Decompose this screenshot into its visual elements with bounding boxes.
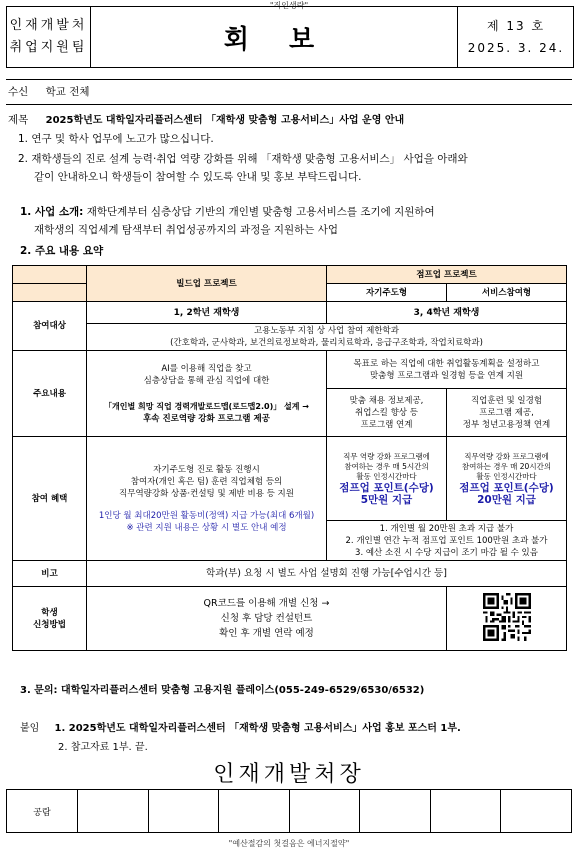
document-title: 회보: [223, 24, 355, 55]
benefit-build-5: ※ 관련 지원 내용은 상황 시 별도 안내 예정: [126, 522, 287, 533]
body-p2b: 같이 안내하오니 학생들이 참여할 수 있도록 안내 및 홍보 부탁드립니다.: [34, 171, 362, 183]
benefit-notes: [327, 521, 567, 561]
content-svc-1: 직업훈련 및 일경험: [470, 395, 543, 406]
signatory-title: 인재개발처장: [213, 762, 365, 787]
content-self: [327, 389, 447, 437]
apply-label-1: 학생: [41, 607, 58, 618]
target-note-2: (간호학과, 군사학과, 보건의료정보학과, 물리치료학과, 응급구조학과, 작업치료학과): [170, 338, 483, 348]
jump-self-header: 자기주도형: [327, 284, 447, 302]
benefit-build-4: 1인당 월 최대20만원 활동비(정액) 지급 가능(최대 6개월): [98, 510, 315, 521]
circulation-box-4: [289, 790, 360, 833]
issue-number: 제 13 호: [486, 19, 546, 33]
benefit-self-2: 참여하는 경우 매 5시간의: [344, 461, 429, 471]
benefit-build-1: 자기주도형 진로 활동 진행시: [153, 464, 260, 475]
build-up-header: 빌드업 프로젝트: [87, 266, 327, 302]
apply-method: [87, 587, 447, 651]
subject-row: [8, 111, 404, 127]
benefit-self: [327, 437, 447, 521]
content-jump-1: 목표로 하는 직업에 대한 취업활동계획을 설정하고: [353, 358, 540, 369]
qr-cell: [447, 587, 567, 651]
attachment-1-text: 1. 2025학년도 대학일자리플러스센터 「재학생 맞춤형 고용서비스」사업 홍보 포스터 1부.: [54, 723, 461, 734]
benefit-build-3: 직무역량강화 상품·컨설팅 및 제반 비용 등 지원: [119, 488, 294, 499]
content-jump-2: 맞춤형 프로그램과 일경험 등을 연계 지원: [369, 370, 524, 381]
circulation-box-7: [501, 790, 572, 833]
subject-text: 2025학년도 대학일자리플러스센터 「재학생 맞춤형 고용서비스」사업 운영 안내: [45, 115, 405, 126]
jump-service-header: 서비스참여형: [447, 284, 567, 302]
recipient-row: [8, 84, 90, 99]
content-svc-3: 정부 청년고용정책 연계: [462, 419, 551, 430]
benefit-note-2: 2. 개인별 연간 누적 점프업 포인트 100만원 초과 불가: [345, 535, 548, 546]
benefit-svc-4: 점프업 포인트(수당): [459, 481, 554, 494]
benefit-svc-3: 활동 인정시간마다: [476, 471, 537, 481]
attachment-2: 2. 참고자료 1부. 끝.: [58, 742, 148, 753]
benefit-note-1: 1. 개인별 월 20만원 초과 지급 불가: [379, 523, 514, 534]
apply-label-2: 신청방법: [33, 619, 66, 630]
section-1: [20, 204, 435, 219]
benefit-self-4: 점프업 포인트(수당): [339, 481, 434, 494]
content-self-3: 프로그램 연계: [360, 419, 413, 430]
summary-table: [12, 265, 567, 651]
bottom-slogan: "예산절감의 첫걸음은 에너지절약": [228, 839, 350, 848]
section-2: 2. 주요 내용 요약: [20, 245, 104, 257]
circulation-box-1: [78, 790, 149, 833]
benefit-note-3: 3. 예산 소진 시 수당 지급이 조기 마감 될 수 있음: [355, 547, 538, 558]
section-1-label: 1. 사업 소개:: [20, 206, 84, 218]
apply-label: [13, 587, 87, 651]
org-line-1: 인재개발처: [9, 18, 88, 33]
circulation-box-3: [219, 790, 290, 833]
org-line-2: 취업지원팀: [9, 40, 88, 55]
qr-code-icon[interactable]: [481, 593, 533, 641]
issuing-office: [7, 7, 91, 67]
contact-info: 3. 문의: 대학일자리플러스센터 맞춤형 고용지원 플레이스(055-249-6529/6530/6532): [20, 685, 425, 696]
attachment-1: [20, 719, 461, 734]
content-jump: [327, 351, 567, 389]
benefit-svc-2: 참여하는 경우 매 20시간의: [461, 461, 552, 471]
content-svc-2: 프로그램 제공,: [479, 407, 534, 418]
top-slogan: "직인생략": [269, 1, 309, 10]
subject-label: 제목: [8, 114, 29, 126]
content-service: [447, 389, 567, 437]
jump-up-header: 점프업 프로젝트: [327, 266, 567, 284]
circulation-table: [6, 789, 572, 833]
content-build-4: 후속 진로역량 강화 프로그램 제공: [143, 413, 270, 424]
target-jump: 3, 4학년 재학생: [327, 302, 567, 324]
document-header: [6, 6, 574, 68]
issue-info: [457, 7, 574, 67]
content-label: 주요내용: [13, 351, 87, 437]
body-p1: 1. 연구 및 학사 업무에 노고가 많으십니다.: [18, 133, 214, 145]
recipient-value: 학교 전체: [45, 86, 90, 98]
content-build-2: 심층상담을 통해 관심 직업에 대한: [143, 375, 270, 386]
benefit-service: [447, 437, 567, 521]
benefit-self-1: 직무 역량 강화 프로그램에: [343, 451, 430, 461]
content-build: [87, 351, 327, 437]
circulation-box-2: [148, 790, 219, 833]
section-1-text-a: 재학단계부터 심층상담 기반의 개인별 맞춤형 고용서비스를 조기에 지원하여: [86, 206, 435, 218]
target-restriction: [87, 324, 567, 351]
apply-2: 신청 후 담당 컨설턴트: [220, 613, 313, 624]
body-p2a: 2. 재학생들의 진로 설계 능력·취업 역량 강화를 위해 「재학생 맞춤형 고용서비스」 사업을 아래와: [18, 153, 468, 165]
issue-date: 2025. 3. 24.: [467, 41, 565, 55]
benefit-self-5: 5만원 지급: [360, 493, 413, 506]
apply-1: QR코드를 이용해 개별 신청 →: [203, 598, 330, 609]
attachment-label: 붙임: [20, 723, 40, 734]
benefit-label: 참여 혜택: [13, 437, 87, 561]
remark-label: 비고: [13, 561, 87, 587]
target-note-1: 고용노동부 지침 상 사업 참여 제한학과: [254, 326, 399, 336]
section-1-text-b: 재학생의 직업세계 탐색부터 취업성공까지의 과정을 지원하는 사업: [34, 224, 339, 236]
content-build-1: AI를 이용해 직업을 찾고: [161, 363, 252, 374]
circulation-box-6: [430, 790, 501, 833]
benefit-svc-5: 20만원 지급: [477, 493, 536, 506]
benefit-build: [87, 437, 327, 561]
apply-3: 확인 후 개별 연락 예정: [219, 628, 314, 639]
benefit-build-2: 참여자(개인 혹은 팀) 훈련 직업체험 등의: [130, 476, 283, 487]
circulation-label: 공람: [7, 790, 78, 833]
circulation-box-5: [360, 790, 431, 833]
benefit-self-3: 활동 인정시간마다: [356, 471, 417, 481]
target-build: 1, 2학년 재학생: [87, 302, 327, 324]
target-label: 참여대상: [13, 302, 87, 351]
content-build-3: 「개인별 희망 직업 경력개발로드맵(로드맵2.0)」 설계 →: [104, 401, 309, 411]
remark-text: 학과(부) 요청 시 별도 사업 설명회 진행 가능[수업시간 등]: [87, 561, 567, 587]
benefit-svc-1: 직무역량 강화 프로그램에: [464, 451, 549, 461]
content-self-1: 맞춤 채용 정보제공,: [349, 395, 424, 406]
recipient-label: 수신: [8, 86, 29, 98]
content-self-2: 취업스킬 향상 등: [355, 407, 418, 418]
